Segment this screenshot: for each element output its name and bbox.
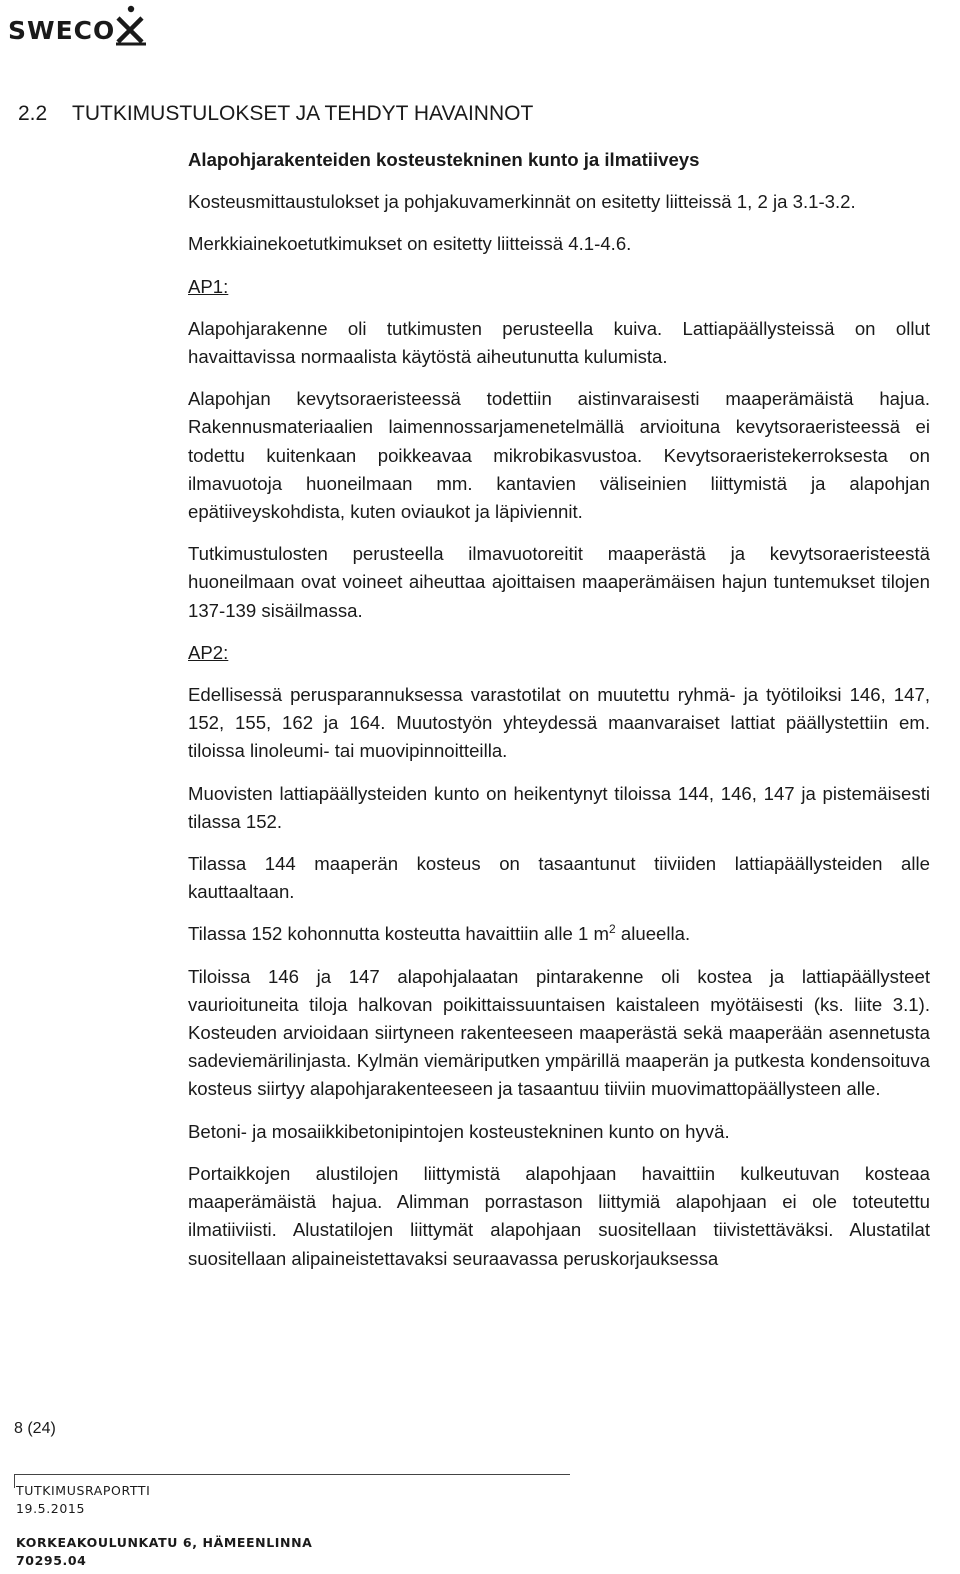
ap2-paragraph-7: Portaikkojen alustilojen liittymistä alapohjaan havaittiin kulkeutuvan kosteaa maaperämäistä hajua. Alimman porrastason liittymiä alapohjaan ei ole toteutettu ilmatiiviisti. Alustatilojen liittymät alapohjaan suositellaan tiivistettäväksi. Alustatilat suositellaan alipaineistettavaksi seuraavassa peruskorjauksessa: [188, 1162, 930, 1269]
section-number: 2.2: [18, 102, 48, 125]
ap1-paragraph-3: Tutkimustulosten perusteella ilmavuotoreitit maaperästä ja kevytsoraeristeestä huoneilmaan ovat voineet aiheuttaa ajoittaisen maaperämäisen hajun tuntemukset tilojen 137-139 sisäilmassa.: [188, 543, 930, 621]
footer-doc-type: TUTKIMUSRAPORTTI: [16, 1483, 151, 1498]
footer-project-number: 70295.04: [16, 1553, 87, 1568]
ap2-paragraph-1: Edellisessä perusparannuksessa varastotilat on muutettu ryhmä- ja työtiloiksi 146, 147, 152, 155, 162 ja 164. Muutostyön yhteydessä maanvaraiset lattiat päällystettiin em. tiloissa linoleumi- tai muovipinnoitteilla.: [188, 684, 930, 762]
report-body: [188, 146, 930, 1273]
footer-divider: [14, 1474, 570, 1475]
ap2-paragraph-6: Betoni- ja mosaiikkibetonipintojen kosteustekninen kunto on hyvä.: [188, 1120, 730, 1142]
ap1-paragraph-1: Alapohjarakenne oli tutkimusten perusteella kuiva. Lattiapäällysteissä on ollut havaittavissa normaalista käytöstä aiheutunutta kulumista.: [188, 317, 930, 368]
intro-paragraph-2: Merkkiainekoetutkimukset on esitetty liitteissä 4.1-4.6.: [188, 233, 632, 255]
footer-date: 19.5.2015: [16, 1501, 86, 1516]
footer-address: KORKEAKOULUNKATU 6, HÄMEENLINNA: [16, 1535, 313, 1550]
ap2-paragraph-4-text: Tilassa 152 kohonnutta kosteutta havaittiin alle 1 m: [188, 923, 610, 945]
sweco-logo: [8, 4, 148, 48]
section-heading: [18, 102, 533, 126]
logo-text: SWECO: [8, 16, 116, 45]
ap2-paragraph-5: Tiloissa 146 ja 147 alapohjalaatan pintarakenne oli kostea ja lattiapäällysteet vaurioituneita tiloja halkovan poikittaissuuntaisen kaistaleen myötäisesti (ks. liite 3.1). Kosteuden arvioidaan siirtyneen rakenteeseen maaperästä sekä maaperään asennetusta sadeviemärilinjasta. Kylmän viemäriputken ympärillä maaperän ja putkesta kondensoituva kosteus siirtyy alapohjarakenteeseen ja tasaantuu tiiviin muovimattopäällysteen alle.: [188, 965, 930, 1100]
ap2-paragraph-4-end: alueella.: [615, 923, 691, 945]
ap1-paragraph-2: Alapohjan kevytsoraeristeessä todettiin aistinvaraisesti maaperämäistä hajua. Rakennusmateriaalien laimennossarjamenetelmällä arvioituna kevytsoraeristeessä ei todettu kuitenkaan poikkeavaa mikrobikasvustoa. Kevytsoraeristekerroksesta on ilmavuotoja huoneilmaan mm. kantavien väliseinien liittymistä ja alapohjan epätiiveyskohdista, kuten oviaukot ja läpiviennit.: [188, 388, 930, 523]
ap2-paragraph-4-superscript: 2: [609, 922, 616, 937]
page-number: 8 (24): [14, 1420, 56, 1437]
ap2-label: AP2:: [188, 641, 229, 663]
ap1-label: AP1:: [188, 275, 229, 297]
section-title: TUTKIMUSTULOKSET JA TEHDYT HAVAINNOT: [72, 102, 534, 125]
subsection-title: Alapohjarakenteiden kosteustekninen kunto ja ilmatiiveys: [188, 149, 700, 170]
ap2-paragraph-2: Muovisten lattiapäällysteiden kunto on heikentynyt tiloissa 144, 146, 147 ja pistemäisesti tilassa 152.: [188, 782, 930, 832]
ap2-paragraph-4: [188, 920, 930, 948]
footer-divider-tick: [14, 1474, 15, 1488]
ap2-paragraph-3: Tilassa 144 maaperän kosteus on tasaantunut tiiviiden lattiapäällysteiden alle kauttaaltaan.: [188, 853, 930, 903]
intro-paragraph-1: Kosteusmittaustulokset ja pohjakuvamerkinnät on esitetty liitteissä 1, 2 ja 3.1-3.2.: [188, 191, 856, 213]
sweco-mark-icon: [112, 4, 148, 48]
